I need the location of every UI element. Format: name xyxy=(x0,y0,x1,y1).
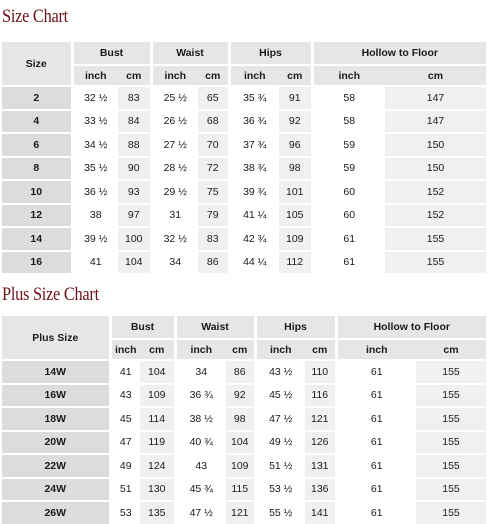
hips-cm-cell: 91 xyxy=(279,86,312,110)
plus-hips-cm-cell: 110 xyxy=(305,360,336,384)
waist-cm-cell: 65 xyxy=(198,86,229,110)
plus-hips-inch-cell: 53 ½ xyxy=(255,478,305,502)
plus-hips-group-header: Hips xyxy=(255,316,336,339)
plus-waist-inch-cell: 38 ½ xyxy=(175,407,226,431)
plus-waist-cm-cell: 109 xyxy=(226,454,255,478)
table-row xyxy=(2,157,486,181)
bust-inch-cell: 32 ½ xyxy=(72,86,118,110)
waist-inch-cell: 31 xyxy=(151,204,198,228)
waist-cm-cell: 72 xyxy=(198,157,229,181)
plus-bust-cm-cell: 109 xyxy=(140,384,175,408)
plus-bust-inch-cell: 53 xyxy=(110,501,140,524)
hips-inch-cell: 41 ¼ xyxy=(229,204,279,228)
size-cell: 4 xyxy=(2,110,72,134)
plus-size-cell: 14W xyxy=(2,360,110,384)
plus-hollow-to-floor-cm-cell: 155 xyxy=(416,454,486,478)
plus-hips-inch-cell: 45 ½ xyxy=(255,384,305,408)
hollow-to-floor-inch-cell: 58 xyxy=(312,86,385,110)
plus-bust-inch-cell: 45 xyxy=(110,407,140,431)
size-chart-title: Size Chart xyxy=(2,6,68,27)
bust-cm-cell: 97 xyxy=(118,204,151,228)
plus-table-row xyxy=(2,454,486,478)
hips-cm-cell: 112 xyxy=(279,251,312,274)
plus-bust-inch-cell: 41 xyxy=(110,360,140,384)
bust-inch-cell: 35 ½ xyxy=(72,157,118,181)
bust-inch-cell: 38 xyxy=(72,204,118,228)
plus-bust-cm-cell: 114 xyxy=(140,407,175,431)
plus-hollow-to-floor-inch-cell: 61 xyxy=(336,431,416,455)
hips-cm-cell: 105 xyxy=(279,204,312,228)
hollow-to-floor-cm-cell: 152 xyxy=(385,180,486,204)
hollow-to-floor-cm-header: cm xyxy=(385,65,486,86)
plus-hips-cm-cell: 136 xyxy=(305,478,336,502)
plus-hollow-to-floor-cm-header: cm xyxy=(416,339,486,360)
bust-inch-header: inch xyxy=(72,65,118,86)
hips-cm-cell: 101 xyxy=(279,180,312,204)
bust-cm-cell: 90 xyxy=(118,157,151,181)
plus-hollow-to-floor-inch-cell: 61 xyxy=(336,384,416,408)
plus-hips-inch-cell: 47 ½ xyxy=(255,407,305,431)
plus-size-chart-group-header-row xyxy=(2,316,486,339)
table-row xyxy=(2,110,486,134)
plus-hips-cm-cell: 131 xyxy=(305,454,336,478)
waist-cm-cell: 75 xyxy=(198,180,229,204)
hollow-to-floor-cm-cell: 147 xyxy=(385,86,486,110)
hollow-to-floor-cm-cell: 155 xyxy=(385,251,486,274)
bust-cm-cell: 84 xyxy=(118,110,151,134)
hips-inch-cell: 35 ¾ xyxy=(229,86,279,110)
plus-table-row xyxy=(2,384,486,408)
plus-hollow-to-floor-inch-cell: 61 xyxy=(336,501,416,524)
plus-waist-cm-cell: 92 xyxy=(226,384,255,408)
waist-cm-cell: 83 xyxy=(198,227,229,251)
plus-table-row xyxy=(2,478,486,502)
hollow-to-floor-cm-cell: 150 xyxy=(385,157,486,181)
plus-table-row xyxy=(2,360,486,384)
hips-cm-header: cm xyxy=(279,65,312,86)
plus-size-chart-table xyxy=(2,316,486,524)
plus-hollow-to-floor-group-header: Hollow to Floor xyxy=(336,316,486,339)
hips-inch-cell: 42 ¾ xyxy=(229,227,279,251)
hips-inch-cell: 38 ¾ xyxy=(229,157,279,181)
plus-waist-inch-cell: 45 ¾ xyxy=(175,478,226,502)
waist-inch-cell: 26 ½ xyxy=(151,110,198,134)
plus-bust-inch-cell: 43 xyxy=(110,384,140,408)
table-row xyxy=(2,86,486,110)
plus-hips-inch-cell: 55 ½ xyxy=(255,501,305,524)
plus-bust-inch-cell: 51 xyxy=(110,478,140,502)
plus-size-chart-body xyxy=(2,360,486,524)
size-cell: 16 xyxy=(2,251,72,274)
hips-inch-cell: 37 ¾ xyxy=(229,133,279,157)
plus-size-cell: 26W xyxy=(2,501,110,524)
size-cell: 2 xyxy=(2,86,72,110)
size-cell: 6 xyxy=(2,133,72,157)
plus-size-cell: 16W xyxy=(2,384,110,408)
hollow-to-floor-cm-cell: 150 xyxy=(385,133,486,157)
hips-inch-cell: 44 ¼ xyxy=(229,251,279,274)
plus-hips-cm-cell: 116 xyxy=(305,384,336,408)
plus-size-cell: 18W xyxy=(2,407,110,431)
hollow-to-floor-group-header: Hollow to Floor xyxy=(312,42,486,65)
plus-hollow-to-floor-inch-cell: 61 xyxy=(336,454,416,478)
plus-hips-cm-cell: 141 xyxy=(305,501,336,524)
hips-cm-cell: 96 xyxy=(279,133,312,157)
plus-bust-cm-cell: 135 xyxy=(140,501,175,524)
bust-cm-cell: 100 xyxy=(118,227,151,251)
plus-size-column-header: Plus Size xyxy=(2,316,110,360)
plus-hollow-to-floor-cm-cell: 155 xyxy=(416,384,486,408)
waist-cm-cell: 86 xyxy=(198,251,229,274)
bust-cm-header: cm xyxy=(118,65,151,86)
waist-cm-cell: 79 xyxy=(198,204,229,228)
plus-hollow-to-floor-cm-cell: 155 xyxy=(416,501,486,524)
hips-inch-cell: 39 ¾ xyxy=(229,180,279,204)
plus-table-row xyxy=(2,501,486,524)
plus-hips-inch-cell: 43 ½ xyxy=(255,360,305,384)
hollow-to-floor-inch-header: inch xyxy=(312,65,385,86)
waist-inch-cell: 34 xyxy=(151,251,198,274)
plus-bust-cm-cell: 104 xyxy=(140,360,175,384)
plus-hollow-to-floor-cm-cell: 155 xyxy=(416,407,486,431)
bust-inch-cell: 36 ½ xyxy=(72,180,118,204)
plus-bust-cm-cell: 130 xyxy=(140,478,175,502)
plus-hollow-to-floor-inch-cell: 61 xyxy=(336,478,416,502)
waist-cm-cell: 68 xyxy=(198,110,229,134)
plus-bust-inch-cell: 49 xyxy=(110,454,140,478)
hips-cm-cell: 109 xyxy=(279,227,312,251)
plus-waist-group-header: Waist xyxy=(175,316,255,339)
plus-waist-cm-cell: 86 xyxy=(226,360,255,384)
table-row xyxy=(2,251,486,274)
hips-group-header: Hips xyxy=(229,42,312,65)
hips-cm-cell: 98 xyxy=(279,157,312,181)
bust-inch-cell: 39 ½ xyxy=(72,227,118,251)
plus-waist-cm-cell: 98 xyxy=(226,407,255,431)
plus-waist-cm-cell: 121 xyxy=(226,501,255,524)
table-row xyxy=(2,227,486,251)
plus-bust-group-header: Bust xyxy=(110,316,175,339)
plus-waist-cm-header: cm xyxy=(226,339,255,360)
size-chart-body xyxy=(2,86,486,273)
size-chart-group-header-row xyxy=(2,42,486,65)
size-cell: 14 xyxy=(2,227,72,251)
plus-hips-inch-cell: 51 ½ xyxy=(255,454,305,478)
waist-cm-cell: 70 xyxy=(198,133,229,157)
hollow-to-floor-cm-cell: 152 xyxy=(385,204,486,228)
waist-inch-header: inch xyxy=(151,65,198,86)
size-chart-table xyxy=(2,42,486,273)
plus-size-cell: 22W xyxy=(2,454,110,478)
plus-hips-inch-header: inch xyxy=(255,339,305,360)
plus-bust-cm-cell: 124 xyxy=(140,454,175,478)
plus-table-row xyxy=(2,431,486,455)
size-column-header: Size xyxy=(2,42,72,86)
hips-inch-header: inch xyxy=(229,65,279,86)
waist-inch-cell: 25 ½ xyxy=(151,86,198,110)
plus-waist-inch-cell: 34 xyxy=(175,360,226,384)
waist-inch-cell: 28 ½ xyxy=(151,157,198,181)
hollow-to-floor-inch-cell: 60 xyxy=(312,204,385,228)
size-cell: 8 xyxy=(2,157,72,181)
plus-hips-cm-header: cm xyxy=(305,339,336,360)
hips-cm-cell: 92 xyxy=(279,110,312,134)
bust-cm-cell: 93 xyxy=(118,180,151,204)
hollow-to-floor-inch-cell: 59 xyxy=(312,133,385,157)
bust-inch-cell: 34 ½ xyxy=(72,133,118,157)
size-cell: 12 xyxy=(2,204,72,228)
hollow-to-floor-inch-cell: 59 xyxy=(312,157,385,181)
bust-inch-cell: 41 xyxy=(72,251,118,274)
hollow-to-floor-inch-cell: 61 xyxy=(312,227,385,251)
hips-inch-cell: 36 ¾ xyxy=(229,110,279,134)
size-cell: 10 xyxy=(2,180,72,204)
hollow-to-floor-cm-cell: 155 xyxy=(385,227,486,251)
plus-table-row xyxy=(2,407,486,431)
bust-cm-cell: 83 xyxy=(118,86,151,110)
plus-bust-inch-header: inch xyxy=(110,339,140,360)
plus-hollow-to-floor-cm-cell: 155 xyxy=(416,431,486,455)
table-row xyxy=(2,180,486,204)
waist-group-header: Waist xyxy=(151,42,229,65)
plus-size-chart-title: Plus Size Chart xyxy=(2,284,99,305)
waist-inch-cell: 27 ½ xyxy=(151,133,198,157)
plus-hollow-to-floor-cm-cell: 155 xyxy=(416,478,486,502)
plus-hollow-to-floor-cm-cell: 155 xyxy=(416,360,486,384)
plus-waist-inch-header: inch xyxy=(175,339,226,360)
size-chart-unit-header-row xyxy=(2,65,486,86)
plus-hips-inch-cell: 49 ½ xyxy=(255,431,305,455)
plus-waist-inch-cell: 47 ½ xyxy=(175,501,226,524)
bust-inch-cell: 33 ½ xyxy=(72,110,118,134)
waist-inch-cell: 32 ½ xyxy=(151,227,198,251)
plus-hips-cm-cell: 126 xyxy=(305,431,336,455)
waist-cm-header: cm xyxy=(198,65,229,86)
bust-cm-cell: 88 xyxy=(118,133,151,157)
plus-waist-inch-cell: 40 ¾ xyxy=(175,431,226,455)
table-row xyxy=(2,133,486,157)
hollow-to-floor-inch-cell: 61 xyxy=(312,251,385,274)
plus-hollow-to-floor-inch-cell: 61 xyxy=(336,407,416,431)
plus-waist-inch-cell: 43 xyxy=(175,454,226,478)
plus-hips-cm-cell: 121 xyxy=(305,407,336,431)
hollow-to-floor-cm-cell: 147 xyxy=(385,110,486,134)
plus-hollow-to-floor-inch-cell: 61 xyxy=(336,360,416,384)
plus-waist-cm-cell: 115 xyxy=(226,478,255,502)
plus-size-cell: 20W xyxy=(2,431,110,455)
bust-cm-cell: 104 xyxy=(118,251,151,274)
hollow-to-floor-inch-cell: 60 xyxy=(312,180,385,204)
hollow-to-floor-inch-cell: 58 xyxy=(312,110,385,134)
table-row xyxy=(2,204,486,228)
plus-waist-cm-cell: 104 xyxy=(226,431,255,455)
plus-size-cell: 24W xyxy=(2,478,110,502)
plus-hollow-to-floor-inch-header: inch xyxy=(336,339,416,360)
plus-waist-inch-cell: 36 ¾ xyxy=(175,384,226,408)
plus-bust-inch-cell: 47 xyxy=(110,431,140,455)
plus-bust-cm-cell: 119 xyxy=(140,431,175,455)
bust-group-header: Bust xyxy=(72,42,151,65)
waist-inch-cell: 29 ½ xyxy=(151,180,198,204)
plus-bust-cm-header: cm xyxy=(140,339,175,360)
